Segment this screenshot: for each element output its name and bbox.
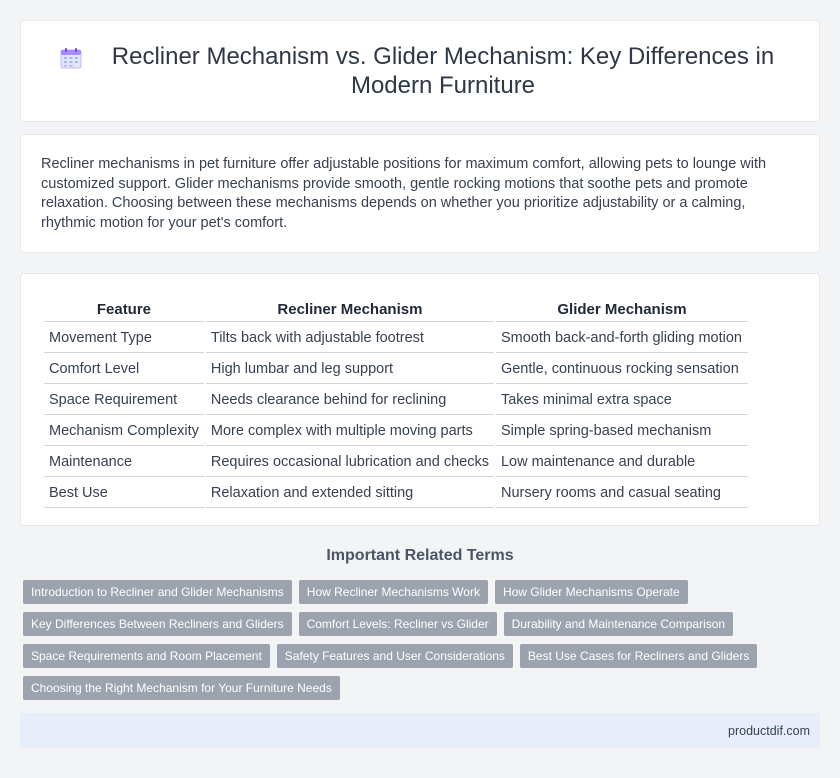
related-term-link[interactable]: How Recliner Mechanisms Work: [299, 580, 488, 604]
table-cell: Gentle, continuous rocking sensation: [496, 355, 748, 384]
table-cell: Space Requirement: [44, 386, 204, 415]
table-cell: Smooth back-and-forth gliding motion: [496, 324, 748, 353]
comparison-card: [20, 273, 820, 526]
related-terms-list: [23, 580, 783, 708]
table-cell: Takes minimal extra space: [496, 386, 748, 415]
table-cell: High lumbar and leg support: [206, 355, 494, 384]
table-header-row: [44, 296, 748, 322]
related-term-link[interactable]: How Glider Mechanisms Operate: [495, 580, 688, 604]
calendar-icon: [60, 47, 82, 69]
title-card: [20, 20, 820, 122]
table-cell: Nursery rooms and casual seating: [496, 479, 748, 508]
related-term-link[interactable]: Comfort Levels: Recliner vs Glider: [299, 612, 497, 636]
table-cell: Tilts back with adjustable footrest: [206, 324, 494, 353]
table-cell: Needs clearance behind for reclining: [206, 386, 494, 415]
table-row: [44, 479, 748, 508]
table-cell: Comfort Level: [44, 355, 204, 384]
table-cell: Movement Type: [44, 324, 204, 353]
header-recliner: Recliner Mechanism: [206, 296, 494, 322]
header-glider: Glider Mechanism: [496, 296, 748, 322]
page-title: Recliner Mechanism vs. Glider Mechanism: Key Differences in Modern Furniture: [111, 43, 775, 99]
related-term-link[interactable]: Choosing the Right Mechanism for Your Furniture Needs: [23, 676, 340, 700]
footer-site-name: productdif.com: [728, 723, 810, 738]
table-row: [44, 386, 748, 415]
table-cell: More complex with multiple moving parts: [206, 417, 494, 446]
table-cell: Mechanism Complexity: [44, 417, 204, 446]
related-term-link[interactable]: Key Differences Between Recliners and Gliders: [23, 612, 292, 636]
intro-paragraph: Recliner mechanisms in pet furniture offer adjustable positions for maximum comfort, allowing pets to lounge with customized support. Glider mechanisms provide smooth, gentle rocking motions that soothe pets and promote relaxation. Choosing between these mechanisms depends on whether you prioritize adjustability or a calming, rhythmic motion for your pet's comfort.: [41, 156, 767, 231]
footer: [20, 713, 820, 748]
table-cell: Requires occasional lubrication and checks: [206, 448, 494, 477]
related-term-link[interactable]: Safety Features and User Considerations: [277, 644, 513, 668]
related-term-link[interactable]: Durability and Maintenance Comparison: [504, 612, 733, 636]
related-term-link[interactable]: Introduction to Recliner and Glider Mechanisms: [23, 580, 292, 604]
tag-row: [23, 644, 783, 668]
tag-row: [23, 676, 783, 700]
table-row: [44, 355, 748, 384]
intro-card: [20, 134, 820, 253]
table-cell: Maintenance: [44, 448, 204, 477]
table-cell: Simple spring-based mechanism: [496, 417, 748, 446]
title-wrap: [60, 42, 780, 100]
table-row: [44, 417, 748, 446]
tag-row: [23, 612, 783, 636]
related-term-link[interactable]: Best Use Cases for Recliners and Gliders: [520, 644, 757, 668]
table-cell: Low maintenance and durable: [496, 448, 748, 477]
comparison-table: [42, 294, 750, 510]
related-term-link[interactable]: Space Requirements and Room Placement: [23, 644, 270, 668]
table-row: [44, 324, 748, 353]
table-cell: Relaxation and extended sitting: [206, 479, 494, 508]
tag-row: [23, 580, 783, 604]
table-cell: Best Use: [44, 479, 204, 508]
table-row: [44, 448, 748, 477]
related-terms-heading: Important Related Terms: [326, 547, 514, 564]
header-feature: Feature: [44, 296, 204, 322]
